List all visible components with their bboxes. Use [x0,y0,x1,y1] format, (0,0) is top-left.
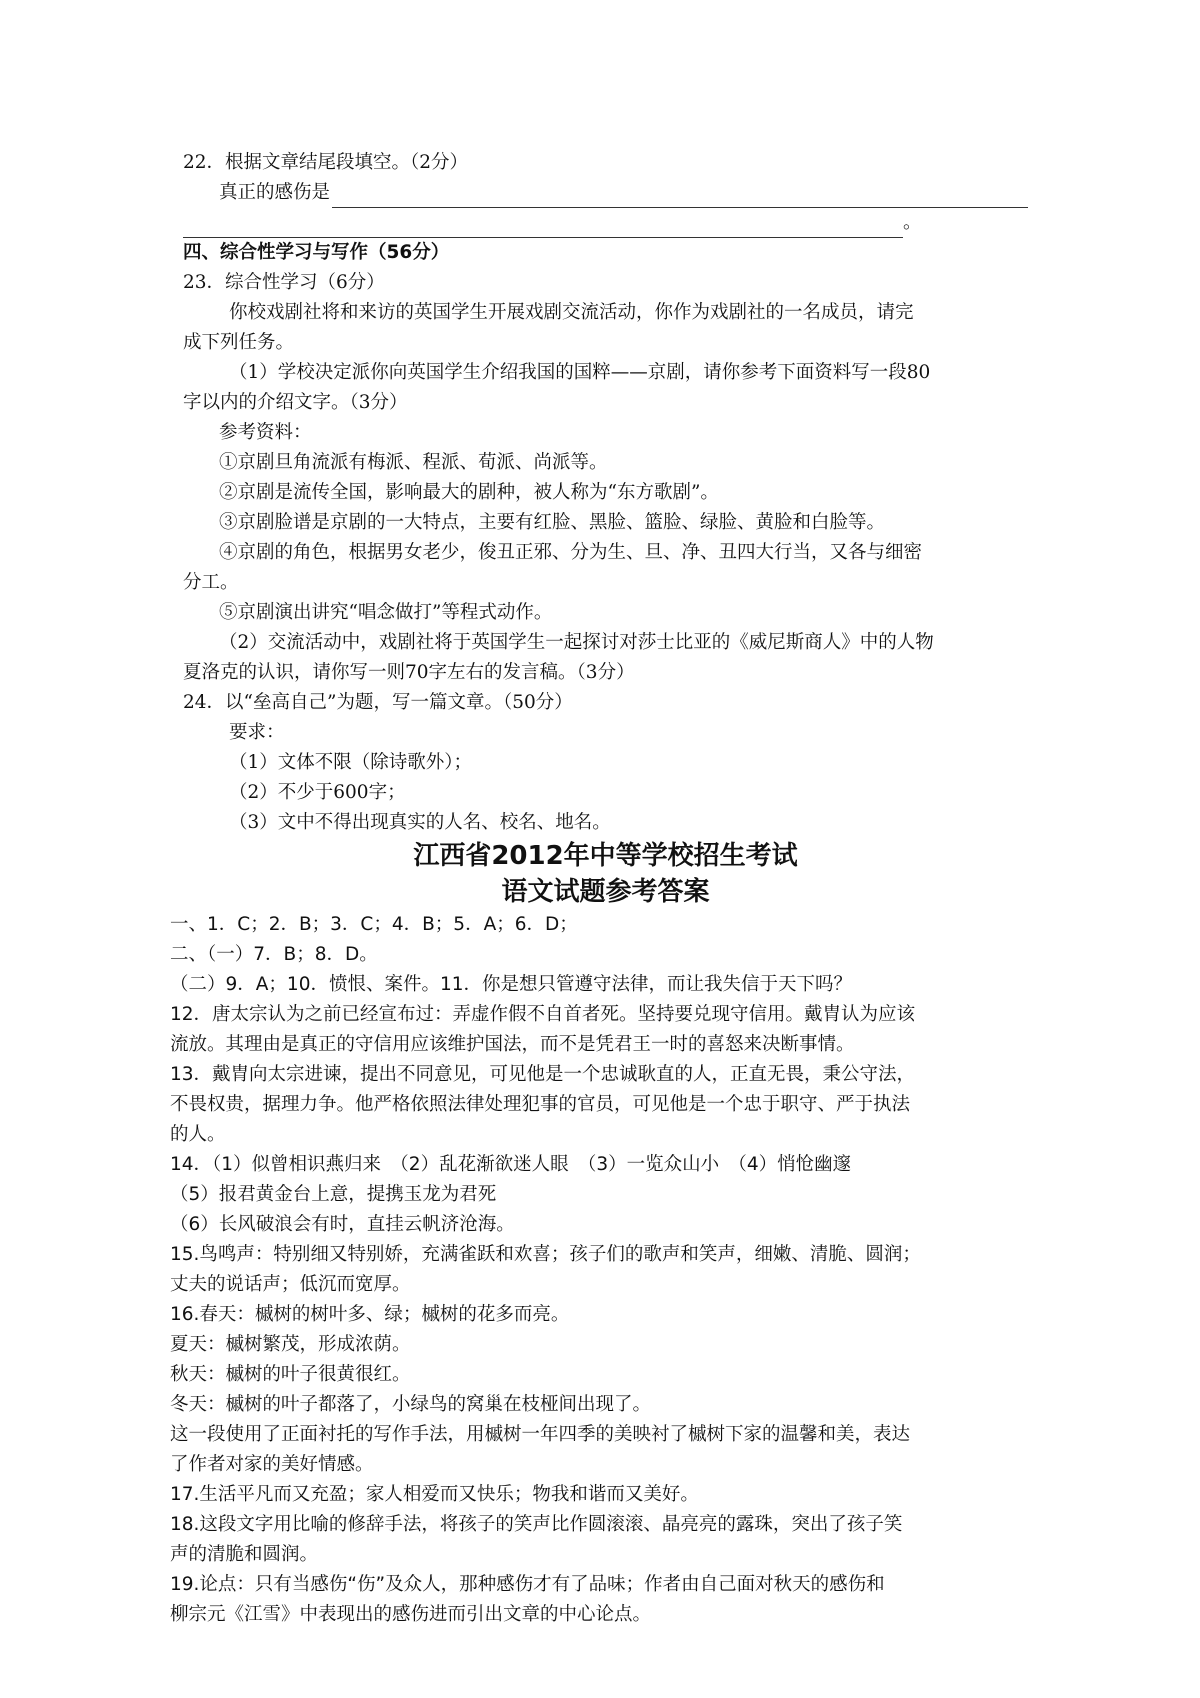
reference-item: ①京剧旦角流派有梅派、程派、荀派、尚派等。 [219,452,608,473]
answer-line: 秋天：槭树的叶子很黄很红。 [170,1364,411,1385]
question-22-fill-row-2 [183,208,1028,238]
answer-blank-line-1[interactable] [332,187,1028,208]
question-23-task-1-line-2: 字以内的介绍文字。（3分） [183,392,408,413]
answer-line: 柳宗元《江雪》中表现出的感伤进而引出文章的中心论点。 [170,1604,652,1625]
requirements-label: 要求： [229,722,285,743]
question-23-intro-1: 你校戏剧社将和来访的英国学生开展戏剧交流活动，你作为戏剧社的一名成员，请完 [229,302,914,323]
reference-item: ②京剧是流传全国，影响最大的剧种，被人称为“东方歌剧”。 [219,482,719,503]
answer-line: 了作者对家的美好情感。 [170,1454,374,1475]
answer-line: 13．戴胄向太宗进谏，提出不同意见，可见他是一个忠诚耿直的人，正直无畏，秉公守法， [170,1064,916,1085]
answer-title-1: 江西省2012年中等学校招生考试 [413,841,798,871]
reference-item: ③京剧脸谱是京剧的一大特点，主要有红脸、黑脸、篮脸、绿脸、黄脸和白脸等。 [219,512,886,533]
answer-line: 14．（1）似曾相识燕归来 （2）乱花渐欲迷人眼 （3）一览众山小 （4）悄怆幽邃 [170,1154,852,1175]
answer-line: 二、（一）7．B；8．D。 [170,944,378,965]
question-22: 22．根据文章结尾段填空。（2分） [183,152,469,173]
answer-blank-line-2[interactable] [183,217,903,238]
answer-line: 15.鸟鸣声：特别细又特别娇，充满雀跃和欢喜；孩子们的歌声和笑声，细嫩、清脆、圆润； [170,1244,921,1265]
answer-line: 一、1．C；2．B；3．C；4．B；5．A；6．D； [170,914,578,935]
answer-line: 18.这段文字用比喻的修辞手法，将孩子的笑声比作圆滚滚、晶亮亮的露珠，突出了孩子笑 [170,1514,903,1535]
question-23-task-2-line-2: 夏洛克的认识，请你写一则70字左右的发言稿。（3分） [183,662,635,683]
answer-line: 这一段使用了正面衬托的写作手法，用槭树一年四季的美映衬了槭树下家的温馨和美，表达 [170,1424,911,1445]
reference-item: ⑤京剧演出讲究“唱念做打”等程式动作。 [219,602,553,623]
answer-line: 夏天：槭树繁茂，形成浓荫。 [170,1334,411,1355]
answer-line: 的人。 [170,1124,226,1145]
section-4-heading: 四、综合性学习与写作（56分） [183,242,450,263]
reference-label: 参考资料： [219,422,312,443]
answer-line: 19.论点：只有当感伤“伤”及众人，那种感伤才有了品味；作者由自己面对秋天的感伤和 [170,1574,885,1595]
reference-item: ④京剧的角色，根据男女老少，俊丑正邪、分为生、旦、净、丑四大行当，又各与细密 [219,542,923,563]
question-24-heading: 24．以“垒高自己”为题，写一篇文章。（50分） [183,692,573,713]
question-23-task-1-line-1: （1）学校决定派你向英国学生介绍我国的国粹——京剧，请你参考下面资料写一段80 [229,362,931,383]
answer-line: 丈夫的说话声；低沉而宽厚。 [170,1274,411,1295]
answer-title-2: 语文试题参考答案 [501,877,710,907]
answer-line: 不畏权贵，据理力争。他严格依照法律处理犯事的官员，可见他是一个忠于职守、严于执法 [170,1094,911,1115]
answer-line: （6）长风破浪会有时，直挂云帆济沧海。 [170,1214,515,1235]
requirement-item: （2）不少于600字； [229,782,406,803]
answer-line: 流放。其理由是真正的守信用应该维护国法，而不是凭君王一时的喜怒来决断事情。 [170,1034,855,1055]
answer-line: 声的清脆和圆润。 [170,1544,319,1565]
answer-line: 冬天：槭树的叶子都落了，小绿鸟的窝巢在枝桠间出现了。 [170,1394,652,1415]
reference-item: 分工。 [183,572,239,593]
answer-line: 16.春天：槭树的树叶多、绿；槭树的花多而亮。 [170,1304,570,1325]
answer-line: 17.生活平凡而又充盈；家人相爱而又快乐；物我和谐而又美好。 [170,1484,699,1505]
question-23-task-2-line-1: （2）交流活动中，戏剧社将于英国学生一起探讨对莎士比亚的《威尼斯商人》中的人物 [219,632,934,653]
question-22-end: 。 [903,212,922,233]
answer-list [170,910,1028,1630]
question-23-heading: 23．综合性学习（6分） [183,272,385,293]
question-22-prefix: 真正的感伤是 [219,182,331,203]
requirement-item: （3）文中不得出现真实的人名、校名、地名。 [229,812,611,833]
answer-line: 12．唐太宗认为之前已经宣布过：弄虚作假不自首者死。坚持要兑现守信用。戴胄认为应该 [170,1004,916,1025]
question-22-fill-row [183,178,1028,208]
requirement-item: （1）文体不限（除诗歌外）； [229,752,473,773]
answer-line: （二）9．A；10．愤恨、案件。11．你是想只管遵守法律，而让我失信于天下吗？ [170,974,853,995]
document-page [170,148,1028,1630]
question-23-intro-2: 成下列任务。 [183,332,295,353]
answer-line: （5）报君黄金台上意，提携玉龙为君死 [170,1184,497,1205]
